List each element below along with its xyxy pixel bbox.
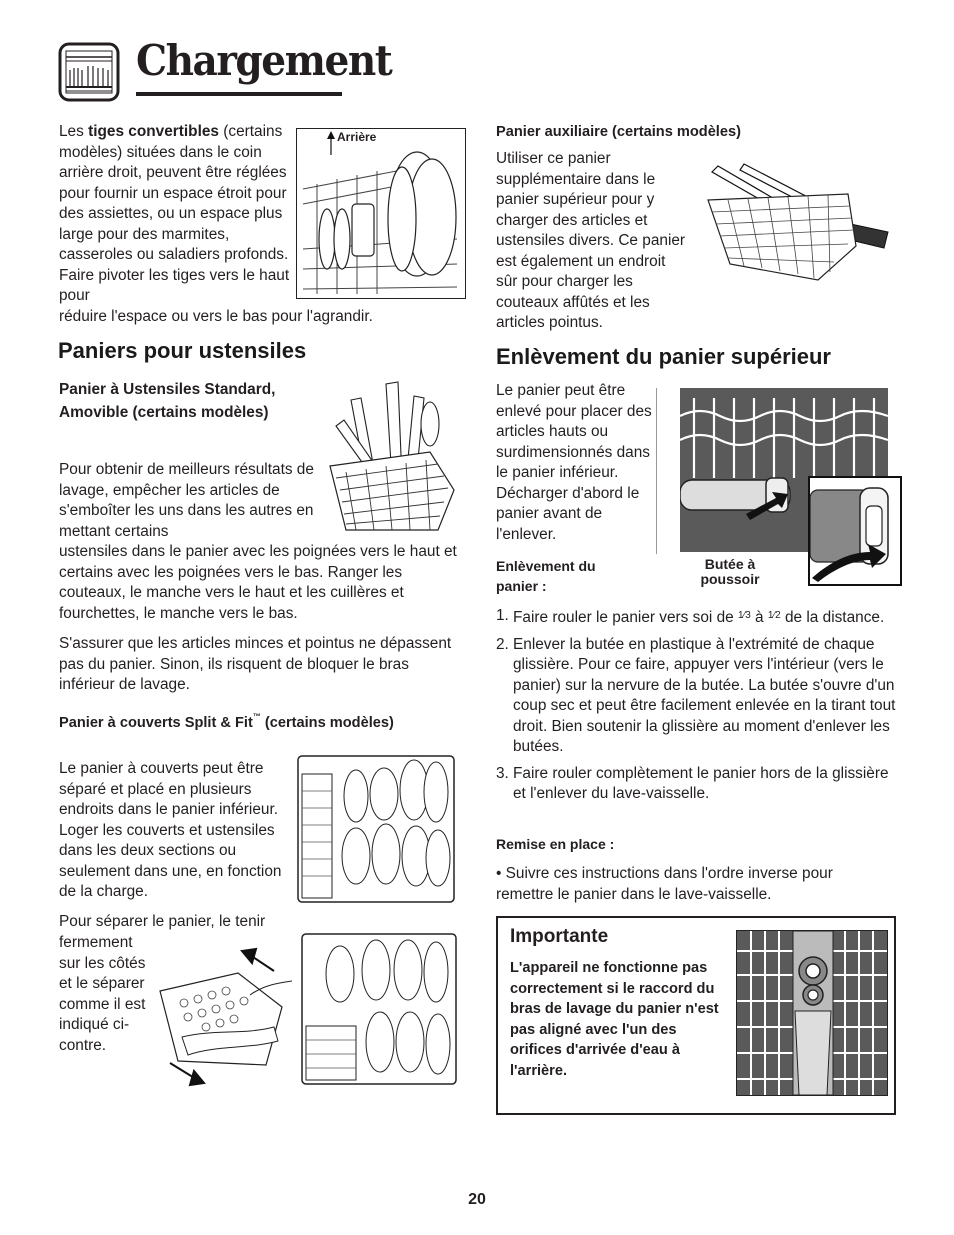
split-fit-text-1: Le panier à couverts peut être séparé et placé en plusieurs endroits dans le panier inférieur. Loger les couverts et ustensiles dans les deux sections ou seulement dans une, en fonction de la charge. (59, 760, 282, 900)
replace-heading: Remise en place : (496, 836, 615, 852)
silverware-basket-figure (326, 380, 458, 533)
split-basket-figure (154, 945, 298, 1087)
auxiliary-basket-text: Utiliser ce panier supplémentaire dans le panier supérieur pour y charger des articles et ustensiles divers. Ce panier est également un endroit sûr pour charger les couteaux affûtés et les articles pointus. (496, 150, 686, 331)
rack-stop-detail-figure (808, 476, 902, 586)
removal-step-1: 1. Faire rouler le panier vers soi de $^{1⁄3}$ à $^{1⁄2}$ de la distance. (496, 607, 885, 626)
removal-steps (496, 606, 896, 811)
rack-removal-intro: Le panier peut être enlevé pour placer des articles hauts ou surdimensionnés dans le panier inférieur. Décharger d'abord le panier avant de l'enlever. (496, 382, 652, 543)
silverware-baskets-heading: Paniers pour ustensiles (58, 338, 307, 363)
standard-basket-text-2: S'assurer que les articles minces et pointus ne dépassent pas du panier. Sinon, ils risquent de bloquer le bras inférieur de lavage. (59, 635, 452, 693)
page-title: Chargement (136, 36, 392, 85)
dishwasher-rack-icon (58, 42, 120, 102)
standard-basket-heading: Panier à Ustensiles Standard, Amovible (certains modèles) (59, 381, 276, 421)
title-underline (136, 92, 342, 96)
split-fit-text-2b: fermement sur les côtés et le séparer comme il est indiqué ci-contre. (59, 934, 146, 1054)
rack-removal-heading: Enlèvement du panier supérieur (496, 344, 831, 369)
standard-basket-text-1: Pour obtenir de meilleurs résultats de lavage, empêcher les articles de s'emboîter les uns dans les autres en mettant certains (59, 461, 314, 540)
replace-text: • Suivre ces instructions dans l'ordre inverse pour remettre le panier dans le lave-vaisselle. (496, 865, 833, 903)
convertible-tines-term: tiges convertibles (88, 123, 219, 140)
removal-step-3: 3. Faire rouler complètement le panier hors de la glissière et l'enlever du lave-vaisselle. (496, 764, 889, 802)
lower-rack-basket-figure-2 (300, 930, 458, 1090)
header-icon-box (58, 42, 120, 102)
push-stop-label: Butée à poussoir (700, 556, 760, 587)
important-text: L'appareil ne fonctionne pas correctement si le raccord du bras de lavage du panier n'est pas aligné avec l'un des orifices d'arrivée d'eau à l'arrière. (510, 960, 719, 1079)
wash-arm-connector-figure (736, 930, 888, 1096)
split-fit-text-2a: Pour séparer le panier, le tenir (59, 913, 266, 930)
important-box (496, 916, 896, 1115)
rear-label: Arrière (337, 130, 377, 144)
convertible-tines-figure (296, 128, 466, 299)
page-number: 20 (468, 1191, 486, 1208)
lower-rack-basket-figure (296, 746, 456, 906)
split-fit-heading: Panier à couverts Split & Fit™ (certains modèles) (59, 712, 394, 731)
standard-basket-text-1b: ustensiles dans le panier avec les poignées vers le haut et certains avec les poignées vers le bas. Ranger les couteaux, le manche vers le haut et les cuillères et fourchettes, le manche vers le bas. (59, 543, 457, 622)
removal-figure-rule (656, 388, 657, 554)
removal-step-2: 2. Enlever la butée en plastique à l'extrémité de chaque glissière. Pour ce faire, appuyer vers l'intérieur (vers le panier) sur la nervure de la butée. La butée s'ouvre d'un coup sec et peut être facilement enlevée en la tirant tout droit. Bien soutenir la glissière au moment d'enlever les butées. (496, 635, 896, 755)
convertible-tines-text-tail: réduire l'espace ou vers le bas pour l'agrandir. (59, 308, 373, 325)
auxiliary-basket-heading: Panier auxiliaire (certains modèles) (496, 124, 741, 140)
auxiliary-basket-figure (698, 160, 894, 285)
important-heading: Importante (510, 926, 609, 947)
removal-subheading: Enlèvement du panier : (496, 558, 596, 594)
convertible-tines-text: Les tiges convertibles (certains modèles) situées dans le coin arrière droit, peuvent être réglées pour fournir un espace étroit pour des assiettes, ou un espace plus large pour des marmites, casseroles ou saladiers profonds. Faire pivoter les tiges vers le haut pour (59, 123, 290, 304)
